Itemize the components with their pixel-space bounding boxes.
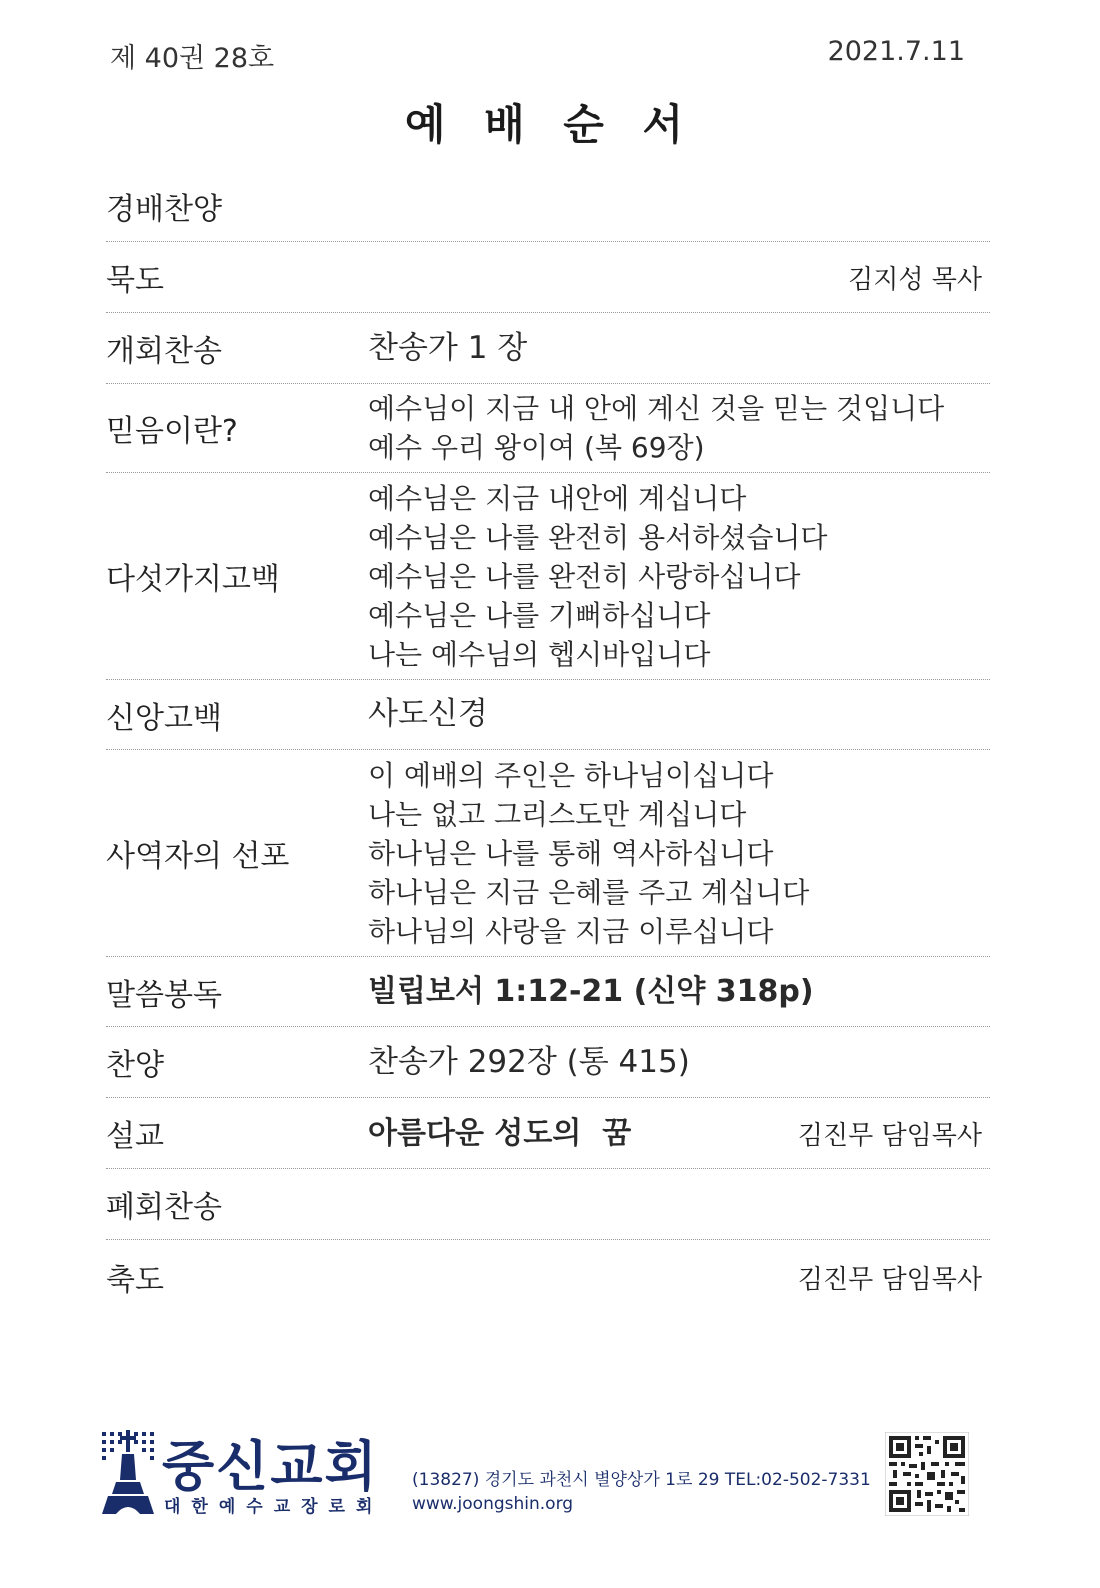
website-link[interactable]: www.joongshin.org	[412, 1494, 574, 1514]
program-line: 하나님의 사랑을 지금 이루십니다	[368, 914, 774, 948]
program-label: 설교	[106, 1119, 164, 1154]
program-line: 나는 예수님의 헵시바입니다	[368, 637, 711, 671]
program-line: 사도신경	[368, 696, 488, 732]
program-label: 사역자의 선포	[106, 839, 290, 874]
qr-code-icon[interactable]	[885, 1432, 969, 1516]
program-row-creed	[106, 680, 990, 750]
church-contact	[412, 1468, 871, 1516]
program-row-opening-hymn	[106, 313, 990, 384]
program-line: 아름다운 성도의 꿈	[368, 1115, 632, 1151]
program-line: 예수님은 나를 완전히 사랑하십니다	[368, 559, 801, 593]
program-label: 폐회찬송	[106, 1190, 222, 1225]
program-line: 예수님은 나를 완전히 용서하셨습니다	[368, 520, 828, 554]
program-row-sermon	[106, 1098, 990, 1169]
program-row-praise	[106, 170, 990, 242]
program-line: 하나님은 지금 은혜를 주고 계십니다	[368, 875, 810, 909]
preacher-name: 김진무 담임목사	[797, 1120, 982, 1151]
program-row-silent-prayer	[106, 242, 990, 313]
officiant-name: 김지성 목사	[848, 264, 982, 295]
program-row-hymn	[106, 1027, 990, 1098]
denomination: 대한예수교장로회	[164, 1497, 384, 1517]
church-name: 중신교회	[162, 1435, 379, 1498]
program-row-closing-hymn	[106, 1169, 990, 1240]
bulletin-date: 2021.7.11	[827, 36, 965, 67]
program-label: 믿음이란?	[106, 414, 238, 449]
program-label: 찬양	[106, 1048, 164, 1083]
program-line: 예수님은 지금 내안에 계십니다	[368, 481, 747, 515]
program-label: 축도	[106, 1263, 164, 1298]
issue-number: 제 40권 28호	[110, 43, 275, 74]
program-row-five-confessions	[106, 473, 990, 680]
program-line: 나는 없고 그리스도만 계십니다	[368, 797, 747, 831]
program-row-benediction	[106, 1240, 990, 1314]
program-line: 예수님이 지금 내 안에 계신 것을 믿는 것입니다	[368, 392, 945, 425]
program-row-declaration	[106, 750, 990, 957]
program-line: 빌립보서 1:12-21 (신약 318p)	[368, 974, 814, 1009]
officiant-name: 김진무 담임목사	[797, 1264, 982, 1295]
worship-program	[106, 170, 990, 1314]
program-line: 예수님은 나를 기뻐하십니다	[368, 598, 711, 632]
program-line: 이 예배의 주인은 하나님이십니다	[368, 758, 774, 792]
program-row-scripture	[106, 957, 990, 1027]
church-logo	[100, 1430, 385, 1520]
program-label: 개회찬송	[106, 334, 222, 369]
program-line: 하나님은 나를 통해 역사하십니다	[368, 836, 774, 870]
program-line: 예수 우리 왕이여 (복 69장)	[368, 431, 705, 464]
church-tower-icon	[100, 1430, 156, 1516]
program-row-faith	[106, 384, 990, 473]
program-line: 찬송가 1 장	[368, 329, 528, 366]
program-line: 찬송가 292장 (통 415)	[368, 1043, 690, 1080]
program-label: 묵도	[106, 263, 164, 298]
program-label: 신앙고백	[106, 700, 222, 736]
program-label: 말씀봉독	[106, 977, 222, 1013]
program-label: 경배찬양	[106, 191, 222, 227]
address-line: (13827) 경기도 과천시 별양상가 1로 29 TEL:02-502-7331	[412, 1470, 871, 1490]
program-label: 다섯가지고백	[106, 562, 280, 597]
page-title: 예 배 순 서	[404, 100, 696, 149]
